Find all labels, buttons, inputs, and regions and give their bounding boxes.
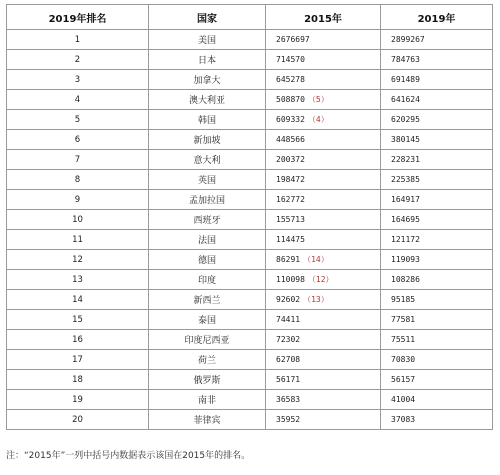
ranking-table-container [6, 4, 492, 430]
table-row [7, 270, 493, 290]
rank-2015-paren: （5） [307, 95, 329, 104]
country-cell: 孟加拉国 [149, 190, 266, 210]
rank-cell: 20 [7, 410, 149, 430]
value-2015: 72302 [276, 335, 301, 344]
footnote: 注：“2015年”一列中括号内数据表示该国在2015年的排名。 [6, 451, 251, 461]
value-2015-cell [266, 170, 381, 190]
table-row [7, 250, 493, 270]
value-2015: 114475 [276, 235, 305, 244]
value-2015-cell [266, 290, 381, 310]
header-row [7, 5, 493, 30]
table-row [7, 70, 493, 90]
value-2019-cell: 380145 [381, 130, 493, 150]
value-2015: 448566 [276, 135, 305, 144]
rank-2015-paren: （13） [303, 295, 329, 304]
rank-cell: 13 [7, 270, 149, 290]
value-2015: 162772 [276, 195, 305, 204]
rank-cell: 17 [7, 350, 149, 370]
value-2015-cell [266, 270, 381, 290]
value-2019-cell: 641624 [381, 90, 493, 110]
table-row [7, 290, 493, 310]
table-body [7, 30, 493, 430]
value-2015: 74411 [276, 315, 301, 324]
country-cell: 荷兰 [149, 350, 266, 370]
value-2019-cell: 620295 [381, 110, 493, 130]
value-2015: 714570 [276, 55, 305, 64]
value-2015-cell [266, 150, 381, 170]
header-rank: 2019年排名 [7, 5, 149, 30]
rank-2015-paren: （12） [307, 275, 334, 284]
rank-cell: 5 [7, 110, 149, 130]
table-row [7, 110, 493, 130]
value-2015-cell [266, 250, 381, 270]
value-2015: 508870 [276, 95, 305, 104]
table-row [7, 330, 493, 350]
value-2015-cell [266, 130, 381, 150]
country-cell: 西班牙 [149, 210, 266, 230]
table-row [7, 50, 493, 70]
table-row [7, 370, 493, 390]
table-row [7, 170, 493, 190]
value-2019-cell: 2899267 [381, 30, 493, 50]
table-row [7, 310, 493, 330]
rank-2015-paren: （4） [307, 115, 329, 124]
rank-cell: 6 [7, 130, 149, 150]
table-row [7, 30, 493, 50]
rank-cell: 7 [7, 150, 149, 170]
table-row [7, 150, 493, 170]
value-2015: 609332 [276, 115, 305, 124]
value-2015-cell [266, 30, 381, 50]
country-cell: 澳大利亚 [149, 90, 266, 110]
value-2015-cell [266, 330, 381, 350]
value-2015: 155713 [276, 215, 305, 224]
country-cell: 新加坡 [149, 130, 266, 150]
header-2019: 2019年 [381, 5, 493, 30]
value-2019-cell: 75511 [381, 330, 493, 350]
rank-cell: 18 [7, 370, 149, 390]
value-2019-cell: 164917 [381, 190, 493, 210]
country-cell: 印度尼西亚 [149, 330, 266, 350]
value-2015-cell [266, 50, 381, 70]
table-row [7, 410, 493, 430]
country-cell: 英国 [149, 170, 266, 190]
value-2015: 2676697 [276, 35, 310, 44]
rank-cell: 2 [7, 50, 149, 70]
rank-cell: 1 [7, 30, 149, 50]
country-cell: 日本 [149, 50, 266, 70]
rank-2015-paren: （14） [303, 255, 329, 264]
country-cell: 美国 [149, 30, 266, 50]
value-2019-cell: 121172 [381, 230, 493, 250]
value-2015: 110098 [276, 275, 305, 284]
rank-cell: 4 [7, 90, 149, 110]
value-2015: 35952 [276, 415, 301, 424]
country-cell: 意大利 [149, 150, 266, 170]
value-2015: 56171 [276, 375, 301, 384]
country-cell: 韩国 [149, 110, 266, 130]
rank-cell: 14 [7, 290, 149, 310]
header-country: 国家 [149, 5, 266, 30]
value-2015: 86291 [276, 255, 301, 264]
country-cell: 泰国 [149, 310, 266, 330]
value-2019-cell: 164695 [381, 210, 493, 230]
table-row [7, 390, 493, 410]
rank-cell: 16 [7, 330, 149, 350]
rank-cell: 15 [7, 310, 149, 330]
country-cell: 印度 [149, 270, 266, 290]
header-2015: 2015年 [266, 5, 381, 30]
value-2015-cell [266, 210, 381, 230]
table-row [7, 230, 493, 250]
value-2019-cell: 108286 [381, 270, 493, 290]
value-2015-cell [266, 350, 381, 370]
value-2015-cell [266, 410, 381, 430]
table-row [7, 350, 493, 370]
country-cell: 加拿大 [149, 70, 266, 90]
value-2015-cell [266, 190, 381, 210]
value-2019-cell: 95185 [381, 290, 493, 310]
value-2019-cell: 41004 [381, 390, 493, 410]
rank-cell: 3 [7, 70, 149, 90]
rank-cell: 9 [7, 190, 149, 210]
country-cell: 法国 [149, 230, 266, 250]
rank-cell: 10 [7, 210, 149, 230]
value-2015-cell [266, 70, 381, 90]
table-row [7, 90, 493, 110]
value-2019-cell: 56157 [381, 370, 493, 390]
value-2015-cell [266, 110, 381, 130]
value-2019-cell: 228231 [381, 150, 493, 170]
value-2015-cell [266, 310, 381, 330]
ranking-table [6, 4, 493, 430]
value-2015-cell [266, 390, 381, 410]
value-2015: 200372 [276, 155, 305, 164]
table-row [7, 190, 493, 210]
value-2019-cell: 119093 [381, 250, 493, 270]
country-cell: 德国 [149, 250, 266, 270]
value-2019-cell: 784763 [381, 50, 493, 70]
value-2015: 62708 [276, 355, 301, 364]
country-cell: 俄罗斯 [149, 370, 266, 390]
value-2019-cell: 225385 [381, 170, 493, 190]
country-cell: 南非 [149, 390, 266, 410]
value-2015: 645278 [276, 75, 305, 84]
value-2015-cell [266, 90, 381, 110]
value-2019-cell: 70830 [381, 350, 493, 370]
table-row [7, 210, 493, 230]
table-row [7, 130, 493, 150]
country-cell: 新西兰 [149, 290, 266, 310]
value-2015: 198472 [276, 175, 305, 184]
country-cell: 菲律宾 [149, 410, 266, 430]
value-2019-cell: 691489 [381, 70, 493, 90]
rank-cell: 12 [7, 250, 149, 270]
value-2015: 92602 [276, 295, 301, 304]
rank-cell: 11 [7, 230, 149, 250]
value-2015-cell [266, 370, 381, 390]
value-2015-cell [266, 230, 381, 250]
table-header [7, 5, 493, 30]
rank-cell: 19 [7, 390, 149, 410]
value-2019-cell: 77581 [381, 310, 493, 330]
value-2019-cell: 37083 [381, 410, 493, 430]
value-2015: 36583 [276, 395, 301, 404]
rank-cell: 8 [7, 170, 149, 190]
